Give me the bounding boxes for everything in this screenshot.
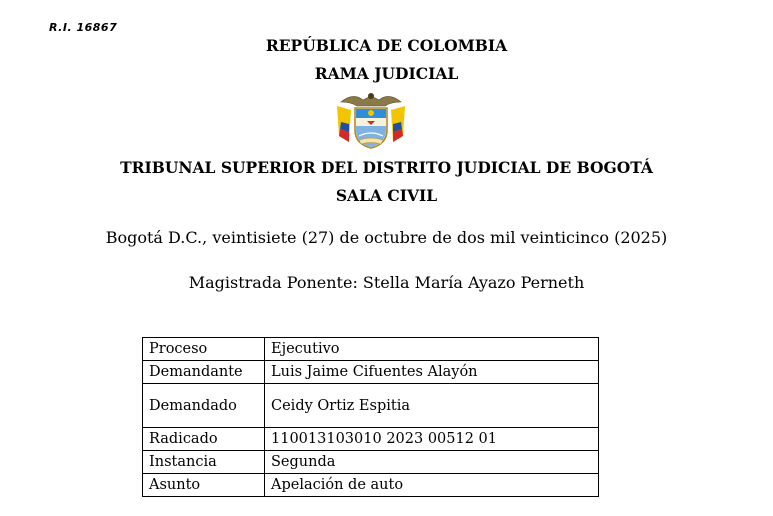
header-sala: SALA CIVIL [335, 186, 438, 205]
table-row [143, 451, 599, 474]
magistrada-line: Magistrada Ponente: Stella María Ayazo Perneth [188, 273, 585, 292]
row-value: Ejecutivo [265, 338, 599, 361]
row-value: 110013103010 2023 00512 01 [265, 428, 599, 451]
case-info-table [142, 337, 599, 497]
row-value: Segunda [265, 451, 599, 474]
row-value: Luis Jaime Cifuentes Alayón [265, 361, 599, 384]
table-row [143, 384, 599, 428]
header-republica: REPÚBLICA DE COLOMBIA [265, 36, 508, 55]
coat-of-arms-seal [333, 88, 409, 152]
row-label: Demandado [143, 384, 265, 428]
row-label: Radicado [143, 428, 265, 451]
header-rama-judicial: RAMA JUDICIAL [314, 64, 459, 83]
row-value: Ceidy Ortiz Espitia [265, 384, 599, 428]
table-row [143, 338, 599, 361]
row-label: Instancia [143, 451, 265, 474]
header-tribunal: TRIBUNAL SUPERIOR DEL DISTRITO JUDICIAL DE BOGOTÁ [120, 158, 653, 177]
row-label: Demandante [143, 361, 265, 384]
date-line: Bogotá D.C., veintisiete (27) de octubre de dos mil veinticinco (2025) [105, 228, 668, 247]
table-row [143, 474, 599, 497]
row-value: Apelación de auto [265, 474, 599, 497]
row-label: Proceso [143, 338, 265, 361]
table-row [143, 428, 599, 451]
row-label: Asunto [143, 474, 265, 497]
condor-head [368, 93, 374, 99]
table-row [143, 361, 599, 384]
record-reference: R.I. 16867 [49, 21, 118, 34]
